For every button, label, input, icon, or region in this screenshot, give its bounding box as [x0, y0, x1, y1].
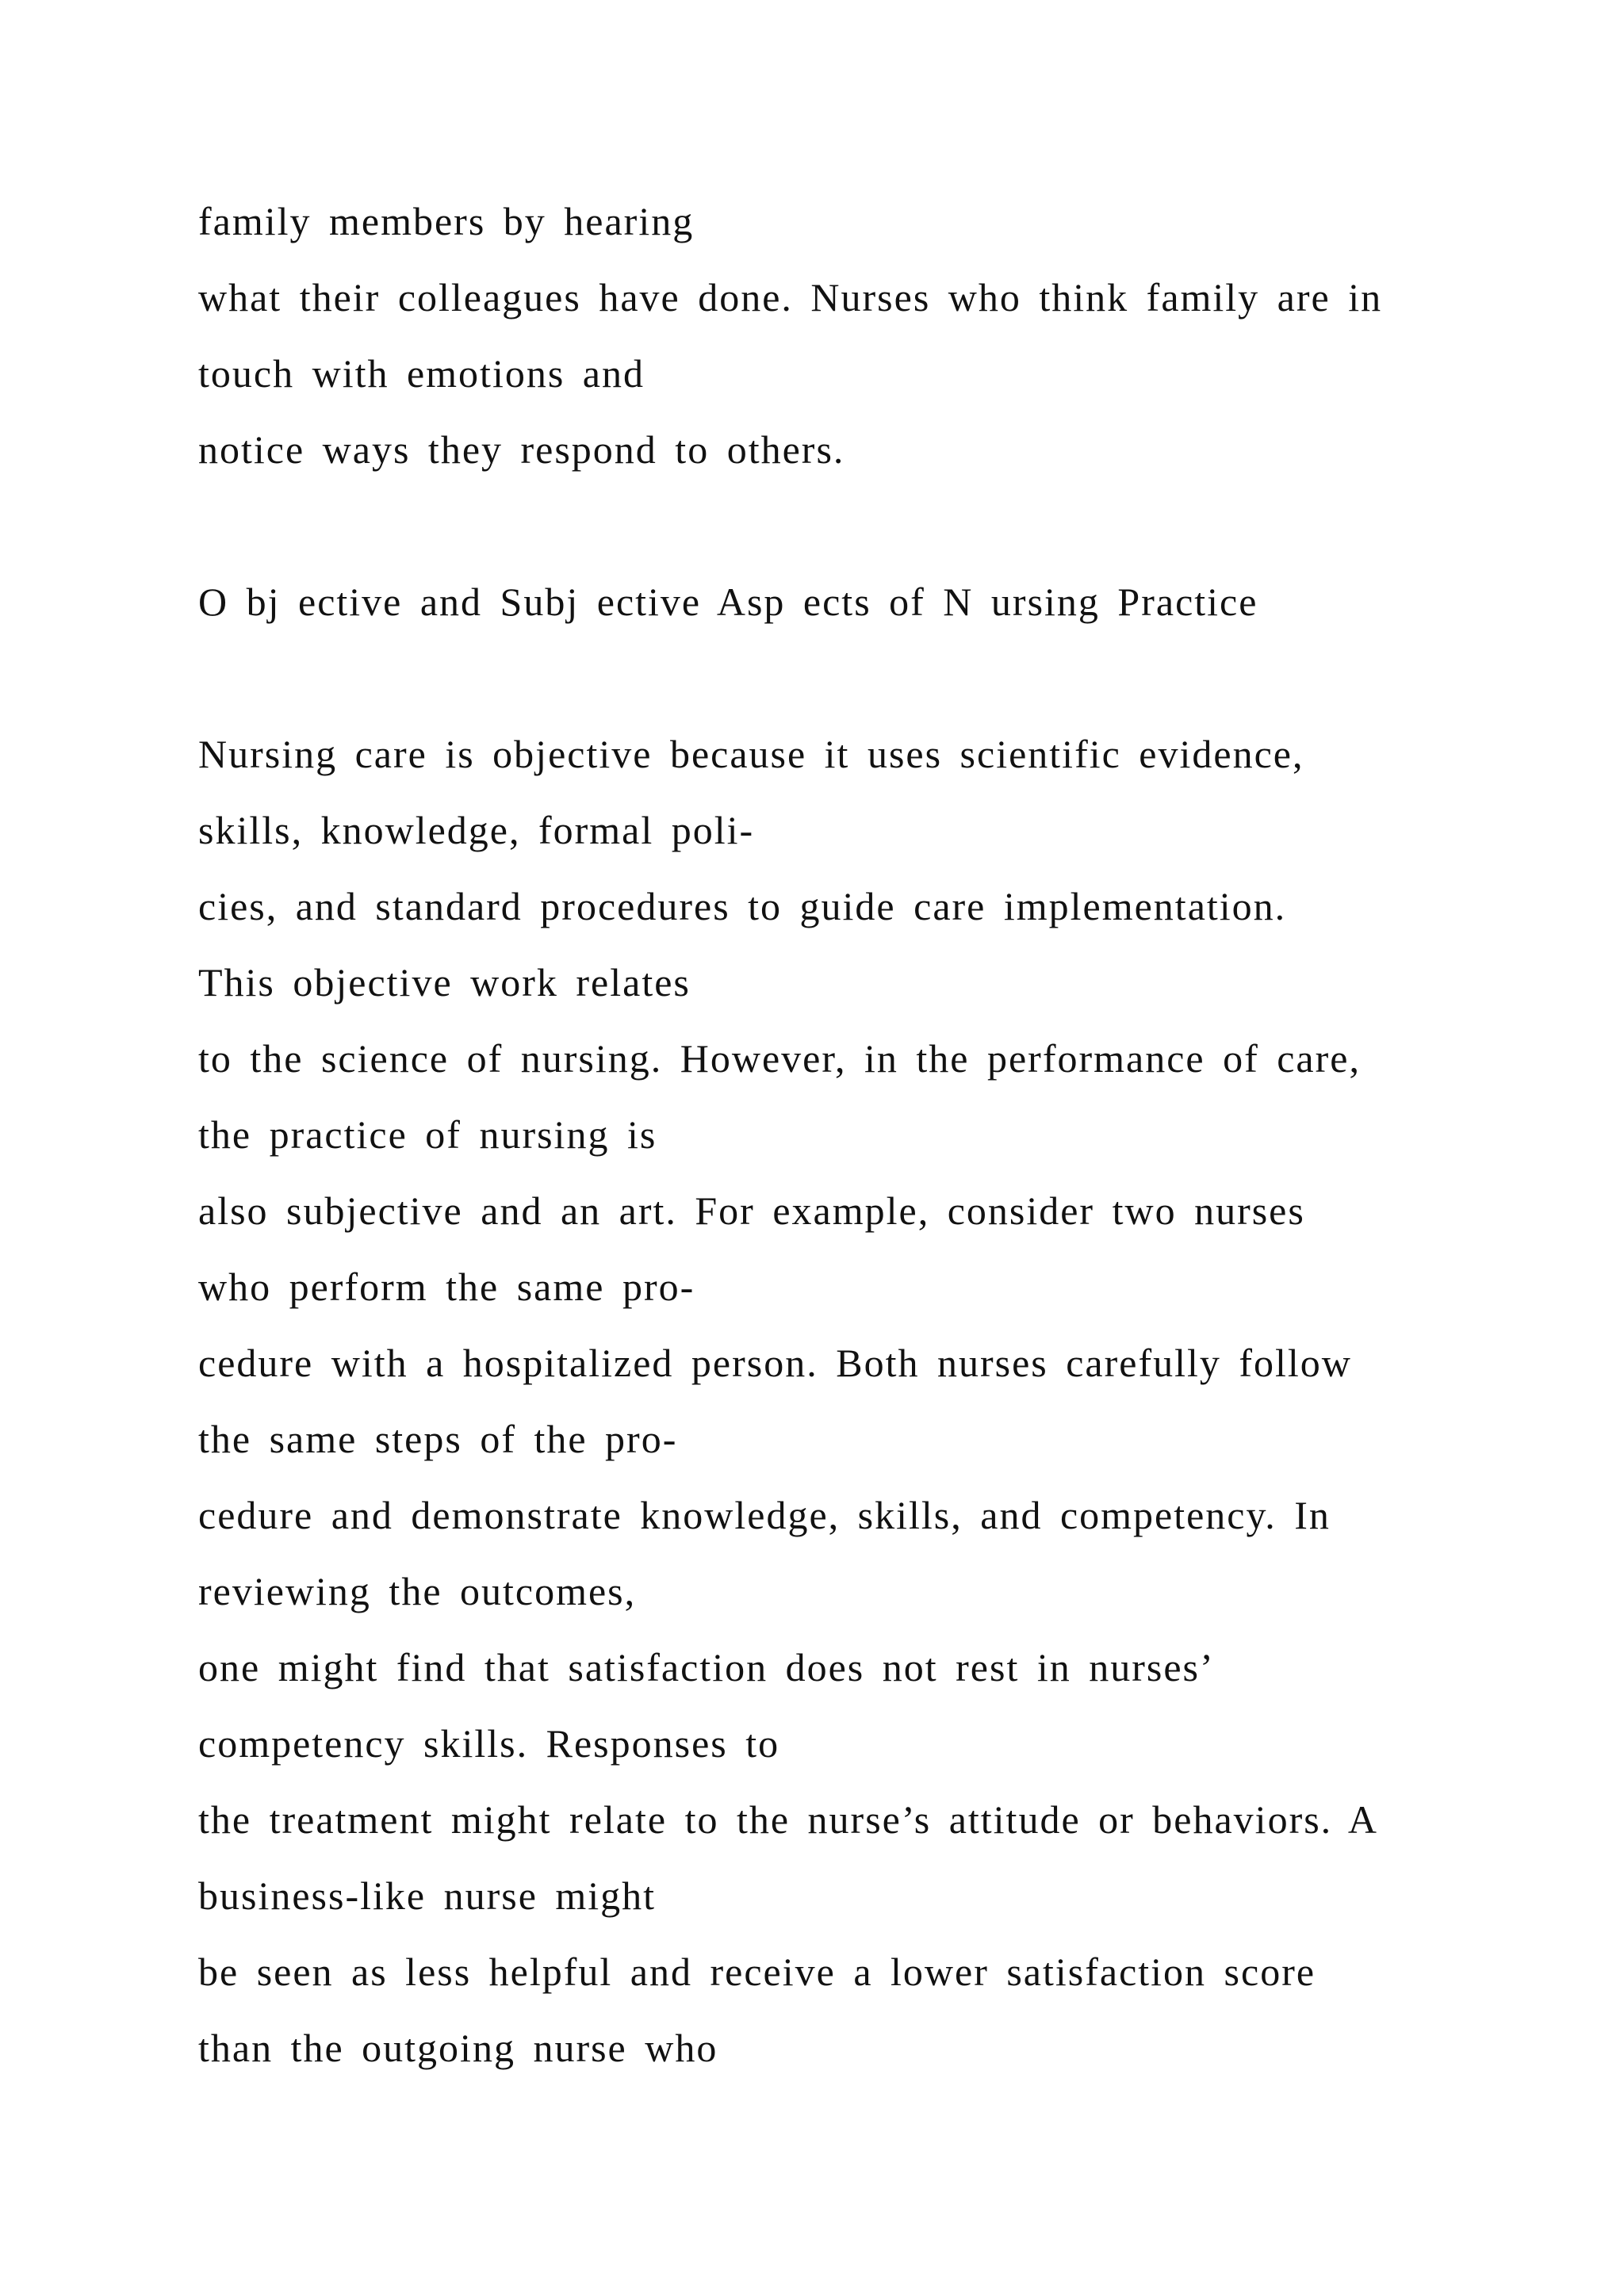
- section-heading: O bj ective and Subj ective Asp ects of N ursing Practice: [198, 580, 1258, 624]
- paragraph-line: reviewing the outcomes,: [198, 1569, 637, 1613]
- paragraph-spacer: [198, 501, 1546, 577]
- paragraph-line: to the science of nursing. However, in the performance of care,: [198, 1036, 1361, 1081]
- paragraph-line: also subjective and an art. For example, consider two nurses: [198, 1188, 1305, 1233]
- document-body: [198, 197, 1546, 2099]
- paragraph-line: Nursing care is objective because it uses scientific evidence,: [198, 732, 1304, 776]
- paragraph-line: notice ways they respond to others.: [198, 427, 845, 472]
- paragraph-line: who perform the same pro-: [198, 1265, 695, 1309]
- paragraph-line: the practice of nursing is: [198, 1112, 657, 1157]
- paragraph-line: This objective work relates: [198, 960, 691, 1004]
- paragraph-line: than the outgoing nurse who: [198, 2026, 718, 2070]
- paragraph-line: what their colleagues have done. Nurses who think family are in: [198, 275, 1383, 320]
- paragraph-spacer: [198, 653, 1546, 729]
- paragraph-line: touch with emotions and: [198, 351, 645, 396]
- paragraph-line: cedure and demonstrate knowledge, skills, and competency. In: [198, 1493, 1331, 1537]
- paragraph-line: the treatment might relate to the nurse’s attitude or behaviors. A: [198, 1797, 1379, 1842]
- paragraph-line: competency skills. Responses to: [198, 1721, 780, 1766]
- paragraph-line: family members by hearing: [198, 199, 695, 243]
- paragraph-line: one might find that satisfaction does not rest in nurses’: [198, 1645, 1215, 1689]
- paragraph-line: business-like nurse might: [198, 1873, 657, 1918]
- paragraph-line: the same steps of the pro-: [198, 1417, 678, 1461]
- paragraph-line: skills, knowledge, formal poli-: [198, 808, 755, 852]
- paragraph-line: cedure with a hospitalized person. Both nurses carefully follow: [198, 1341, 1352, 1385]
- paragraph-line: cies, and standard procedures to guide care implementation.: [198, 884, 1287, 928]
- paragraph-line: be seen as less helpful and receive a lower satisfaction score: [198, 1950, 1316, 1994]
